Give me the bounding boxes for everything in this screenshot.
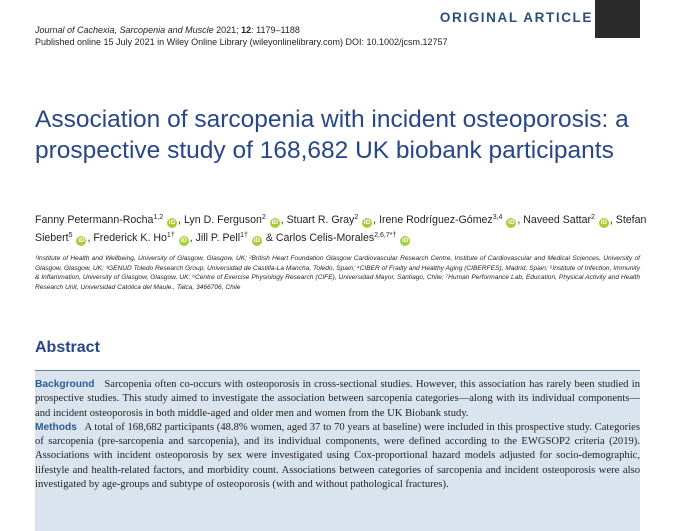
author-affiliation-marker: 2	[354, 214, 359, 221]
journal-name: Journal of Cachexia, Sarcopenia and Muscle	[35, 25, 214, 35]
author-list	[35, 210, 650, 246]
abstract-text	[35, 378, 640, 492]
methods-text: A total of 168,682 participants (48.8% women, aged 37 to 70 years at baseline) were included in this prospective study. Categories of sarcopenia (pre-sarcopenia and sarcopenia), and its individual components, were defined according to the EWGSOP2 criteria (2019). Associations with incident osteoporosis by sex were investigated using Cox-proportional hazard models adjusted for socio-demographic, lifestyle and health-related factors, and morbidity count. Associations between categories of sarcopenia and incident osteoporosis were also investigated by age-groups and subtype of osteoporosis (with and without pathological fractures).	[35, 421, 640, 491]
author-name: Naveed Sattar	[523, 214, 592, 226]
journal-pages: : 1179–1188	[251, 25, 300, 35]
author-separator: ,	[373, 214, 380, 226]
author-affiliation-marker: 2	[261, 214, 266, 221]
author-separator: ,	[87, 232, 94, 244]
author-name: & Carlos Celis-Morales	[265, 232, 375, 244]
orcid-icon[interactable]: iD	[508, 219, 515, 226]
background-text: Sarcopenia often co-occurs with osteoporosis in cross-sectional studies. However, this association has rarely been studied in prospective studies. This study aimed to investigate the association between sarcopenia categories—along with its individual components—and incident osteoporosis in both middle-aged and older men and women from the UK Biobank study.	[35, 379, 640, 419]
journal-year: 2021;	[213, 25, 242, 35]
author-name: Frederick K. Ho	[93, 232, 167, 244]
author	[287, 214, 374, 226]
article-title: Association of sarcopenia with incident osteoporosis: a prospective study of 168,682 UK biobank participants	[35, 106, 629, 164]
author-affiliation-marker: 1,2	[153, 214, 164, 221]
author	[35, 214, 178, 226]
orcid-icon[interactable]: iD	[78, 237, 85, 244]
author-name: Irene Rodríguez-Gómez	[379, 214, 493, 226]
author-separator: ,	[517, 214, 524, 226]
author-affiliation-marker: 1†	[166, 232, 175, 239]
background-label: Background	[35, 379, 95, 390]
affiliations: ¹Institute of Health and Wellbeing, University of Glasgow, Glasgow, UK; ²British Heart Foundation Glasgow Cardiovascular Research Centre, Institute of Cardiovascular and Medical Sciences, University of Glasgow, Glasgow, UK; ³GENUD Toledo Research Group, Universidad de Castilla-La Mancha, Toledo, Spain; ⁴CIBER of Frailty and Healthy Aging (CIBERFES), Madrid, Spain; ⁵Institute of Infection, Immunity & Inflammation, University of Glasgow, Glasgow, UK; ⁶Centre of Exercise Physiology Research (CIFE), Universidad Mayor, Santiago, Chile; ⁷Human Performance Lab, Education, Physical Activity and Health Research Unit, Universidad Católica del Maule., Talca, 3466706, Chile	[35, 255, 640, 291]
author-name: Fanny Petermann-Rocha	[35, 214, 154, 226]
orcid-icon[interactable]: iD	[180, 237, 187, 244]
author-affiliation-marker: 2,6,7*†	[374, 232, 397, 239]
author	[379, 214, 517, 226]
article-type-label: ORIGINAL ARTICLE	[439, 10, 593, 25]
orcid-icon[interactable]: iD	[402, 237, 409, 244]
author-affiliation-marker: 1†	[240, 232, 248, 239]
header-corner-block	[595, 0, 640, 38]
author	[93, 232, 189, 244]
author-separator: ,	[280, 214, 287, 226]
journal-volume: 12	[241, 25, 252, 35]
author-name: Jill P. Pell	[195, 232, 241, 244]
published-line: Published online 15 July 2021 in Wiley Online Library (wileyonlinelibrary.com) DOI: 10.1002/jcsm.12757	[35, 37, 448, 47]
methods-label: Methods	[35, 421, 77, 433]
journal-header	[35, 24, 448, 48]
abstract-background	[35, 378, 640, 421]
abstract-heading: Abstract	[35, 339, 100, 356]
orcid-icon[interactable]: iD	[168, 219, 176, 226]
author-separator: ,	[189, 232, 196, 244]
author-name: Stuart R. Gray	[286, 214, 355, 226]
author-affiliation-marker: 3,4	[492, 214, 503, 221]
author-affiliation-marker: 5	[68, 232, 73, 239]
author-separator: ,	[178, 214, 184, 226]
author	[196, 232, 263, 244]
orcid-icon[interactable]: iD	[600, 219, 608, 226]
author-name: Stefan Siebert	[35, 214, 647, 244]
orcid-icon[interactable]: iD	[363, 219, 371, 226]
author-affiliation-marker: 2	[591, 214, 595, 221]
author	[184, 214, 281, 226]
abstract-methods	[35, 421, 640, 492]
author	[266, 232, 411, 244]
orcid-icon[interactable]: iD	[271, 219, 278, 226]
author-name: Lyn D. Ferguson	[183, 214, 262, 226]
orcid-icon[interactable]: iD	[253, 237, 261, 244]
author	[523, 214, 610, 226]
author-separator: ,	[609, 214, 616, 226]
